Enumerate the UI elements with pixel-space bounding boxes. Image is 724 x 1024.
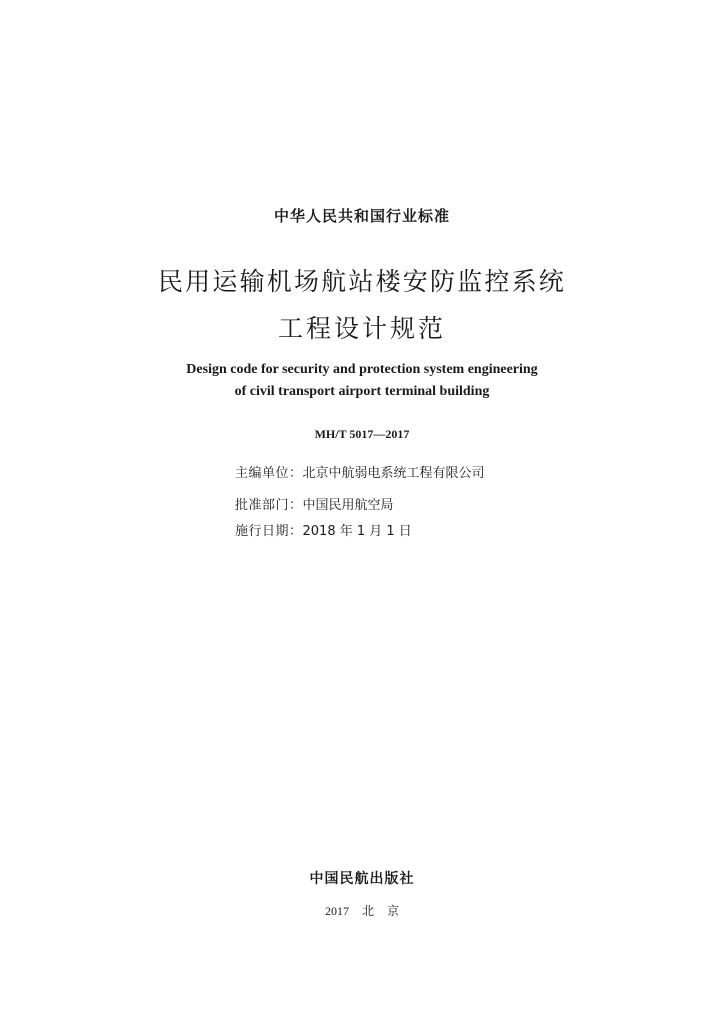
- publication-city-char-1: 北: [361, 904, 374, 918]
- info-value: 中国民用航空局: [302, 498, 394, 513]
- info-label: 批准部门：: [235, 498, 303, 513]
- standard-code: MH/T 5017—2017: [314, 427, 410, 441]
- publication-year: 2017: [324, 904, 349, 918]
- publication-city-char-2: 京: [387, 904, 400, 918]
- title-chinese-line-2: 工程设计规范: [277, 314, 446, 343]
- info-label: 施行日期：: [235, 524, 303, 539]
- publication-place-year: [0, 902, 724, 919]
- info-row-approver: [235, 494, 394, 513]
- info-label: 主编单位：: [235, 466, 303, 481]
- info-row-editor: [235, 462, 485, 481]
- standard-category: 中华人民共和国行业标准: [273, 207, 450, 225]
- title-english-line-1: Design code for security and protection system engineering: [186, 362, 538, 377]
- title-english-line-2: of civil transport airport terminal building: [234, 384, 490, 399]
- publisher-name: 中国民航出版社: [309, 871, 415, 887]
- info-row-effective-date: [235, 520, 412, 539]
- info-value: 2018 年 1 月 1 日: [302, 524, 412, 539]
- info-value: 北京中航弱电系统工程有限公司: [302, 466, 485, 481]
- title-chinese-line-1: 民用运输机场航站楼安防监控系统: [157, 267, 566, 296]
